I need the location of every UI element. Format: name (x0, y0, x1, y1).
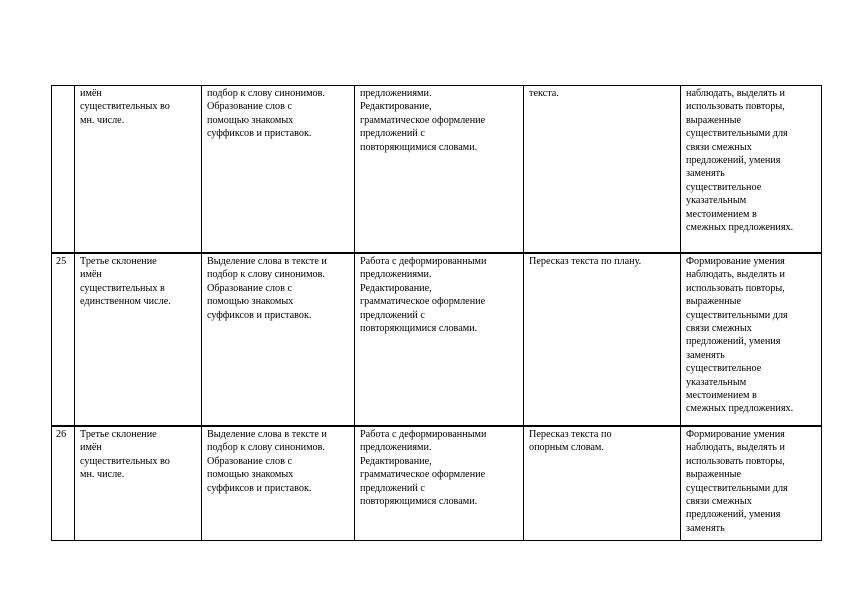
lesson-plan-table (51, 85, 822, 541)
lesson-number (52, 86, 75, 254)
text-work: Пересказ текста по опорным словам. (524, 426, 681, 541)
vocabulary-work: подбор к слову синонимов. Образование слов с помощью знакомых суффиксов и приставок. (202, 86, 355, 254)
text-work: текста. (524, 86, 681, 254)
table-row (52, 253, 822, 426)
lesson-number: 26 (52, 426, 75, 541)
table-row (52, 426, 822, 541)
syntax-work: предложениями. Редактирование, грамматическое оформление предложений с повторяющимися словами. (355, 86, 524, 254)
lesson-number: 25 (52, 253, 75, 426)
lesson-topic: Третье склонение имён существительных в единственном числе. (75, 253, 202, 426)
table-row (52, 86, 822, 254)
syntax-work: Работа с деформированными предложениями. Редактирование, грамматическое оформление предложений с повторяющимися словами. (355, 426, 524, 541)
syntax-work: Работа с деформированными предложениями. Редактирование, грамматическое оформление предложений с повторяющимися словами. (355, 253, 524, 426)
skills-development: Формирование умения наблюдать, выделять и использовать повторы, выраженные существительными для связи смежных предложений, умения заменять существительное указательным местоимением в смежных предложениях. (681, 253, 822, 426)
text-work: Пересказ текста по плану. (524, 253, 681, 426)
vocabulary-work: Выделение слова в тексте и подбор к слову синонимов. Образование слов с помощью знакомых суффиксов и приставок. (202, 426, 355, 541)
lesson-topic: Третье склонение имён существительных во мн. числе. (75, 426, 202, 541)
skills-development: Формирование умения наблюдать, выделять и использовать повторы, выраженные существительными для связи смежных предложений, умения заменять (681, 426, 822, 541)
vocabulary-work: Выделение слова в тексте и подбор к слову синонимов. Образование слов с помощью знакомых суффиксов и приставок. (202, 253, 355, 426)
lesson-topic: имён существительных во мн. числе. (75, 86, 202, 254)
skills-development: наблюдать, выделять и использовать повторы, выраженные существительными для связи смежных предложений, умения заменять существительное указательным местоимением в смежных предложениях. (681, 86, 822, 254)
